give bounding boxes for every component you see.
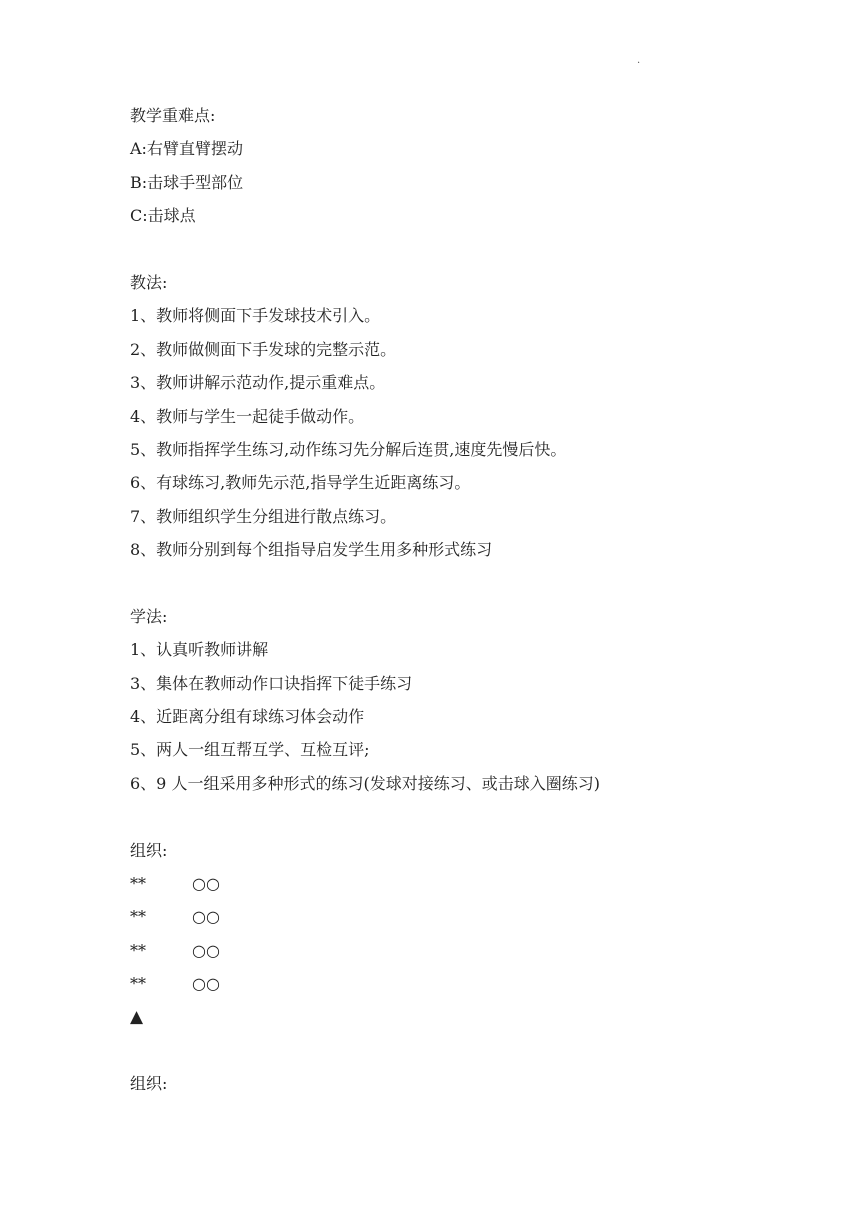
student-group-right: ○○: [192, 907, 220, 927]
key-point-item: C:击球点: [130, 206, 196, 226]
formation-row: [130, 867, 770, 900]
teaching-method-section: [130, 266, 770, 567]
organization-section: [130, 834, 770, 1034]
formation-row: [130, 967, 770, 1000]
teacher-triangle-icon: ▲: [130, 1006, 144, 1027]
student-group-left: **: [130, 940, 146, 960]
teaching-method-item: 1、教师将侧面下手发球技术引入。: [130, 306, 381, 326]
teaching-method-item: 3、教师讲解示范动作,提示重难点。: [130, 373, 386, 393]
teaching-method-item: 2、教师做侧面下手发球的完整示范。: [130, 339, 397, 359]
spacer: [130, 1034, 770, 1067]
learning-method-heading: 学法:: [130, 606, 168, 626]
formation-row: [130, 900, 770, 933]
key-point-item: B:击球手型部位: [130, 172, 244, 192]
organization-heading: 组织:: [130, 840, 168, 860]
formation-row: [130, 934, 770, 967]
student-group-right: ○○: [192, 940, 220, 960]
learning-method-item: 6、9 人一组采用多种形式的练习(发球对接练习、或击球入圈练习): [130, 773, 600, 793]
key-points-section: [130, 99, 770, 233]
student-group-left: **: [130, 873, 146, 893]
student-group-right: ○○: [192, 873, 220, 893]
learning-method-item: 5、两人一组互帮互学、互检互评;: [130, 740, 370, 760]
teaching-method-heading: 教法:: [130, 272, 168, 292]
student-group-left: **: [130, 907, 146, 927]
teaching-method-item: 7、教师组织学生分组进行散点练习。: [130, 506, 397, 526]
learning-method-item: 3、集体在教师动作口诀指挥下徒手练习: [130, 673, 413, 693]
teaching-method-item: 4、教师与学生一起徒手做动作。: [130, 406, 365, 426]
spacer: [130, 233, 770, 266]
student-group-left: **: [130, 974, 146, 994]
spacer: [130, 800, 770, 833]
teaching-method-item: 6、有球练习,教师先示范,指导学生近距离练习。: [130, 473, 471, 493]
teaching-method-item: 8、教师分别到每个组指导启发学生用多种形式练习: [130, 540, 493, 560]
learning-method-item: 1、认真听教师讲解: [130, 640, 269, 660]
organization-section-2: [130, 1067, 770, 1100]
teaching-method-item: 5、教师指挥学生练习,动作练习先分解后连贯,速度先慢后快。: [130, 439, 567, 459]
key-points-heading: 教学重难点:: [130, 106, 216, 125]
key-point-item: A:右臂直臂摆动: [130, 139, 243, 159]
document-body: [130, 99, 770, 1101]
spacer: [130, 566, 770, 599]
organization-heading-2: 组织:: [130, 1074, 168, 1094]
learning-method-section: [130, 600, 770, 800]
student-group-right: ○○: [192, 974, 220, 994]
page-marker: .: [637, 55, 641, 66]
learning-method-item: 4、近距离分组有球练习体会动作: [130, 707, 365, 727]
